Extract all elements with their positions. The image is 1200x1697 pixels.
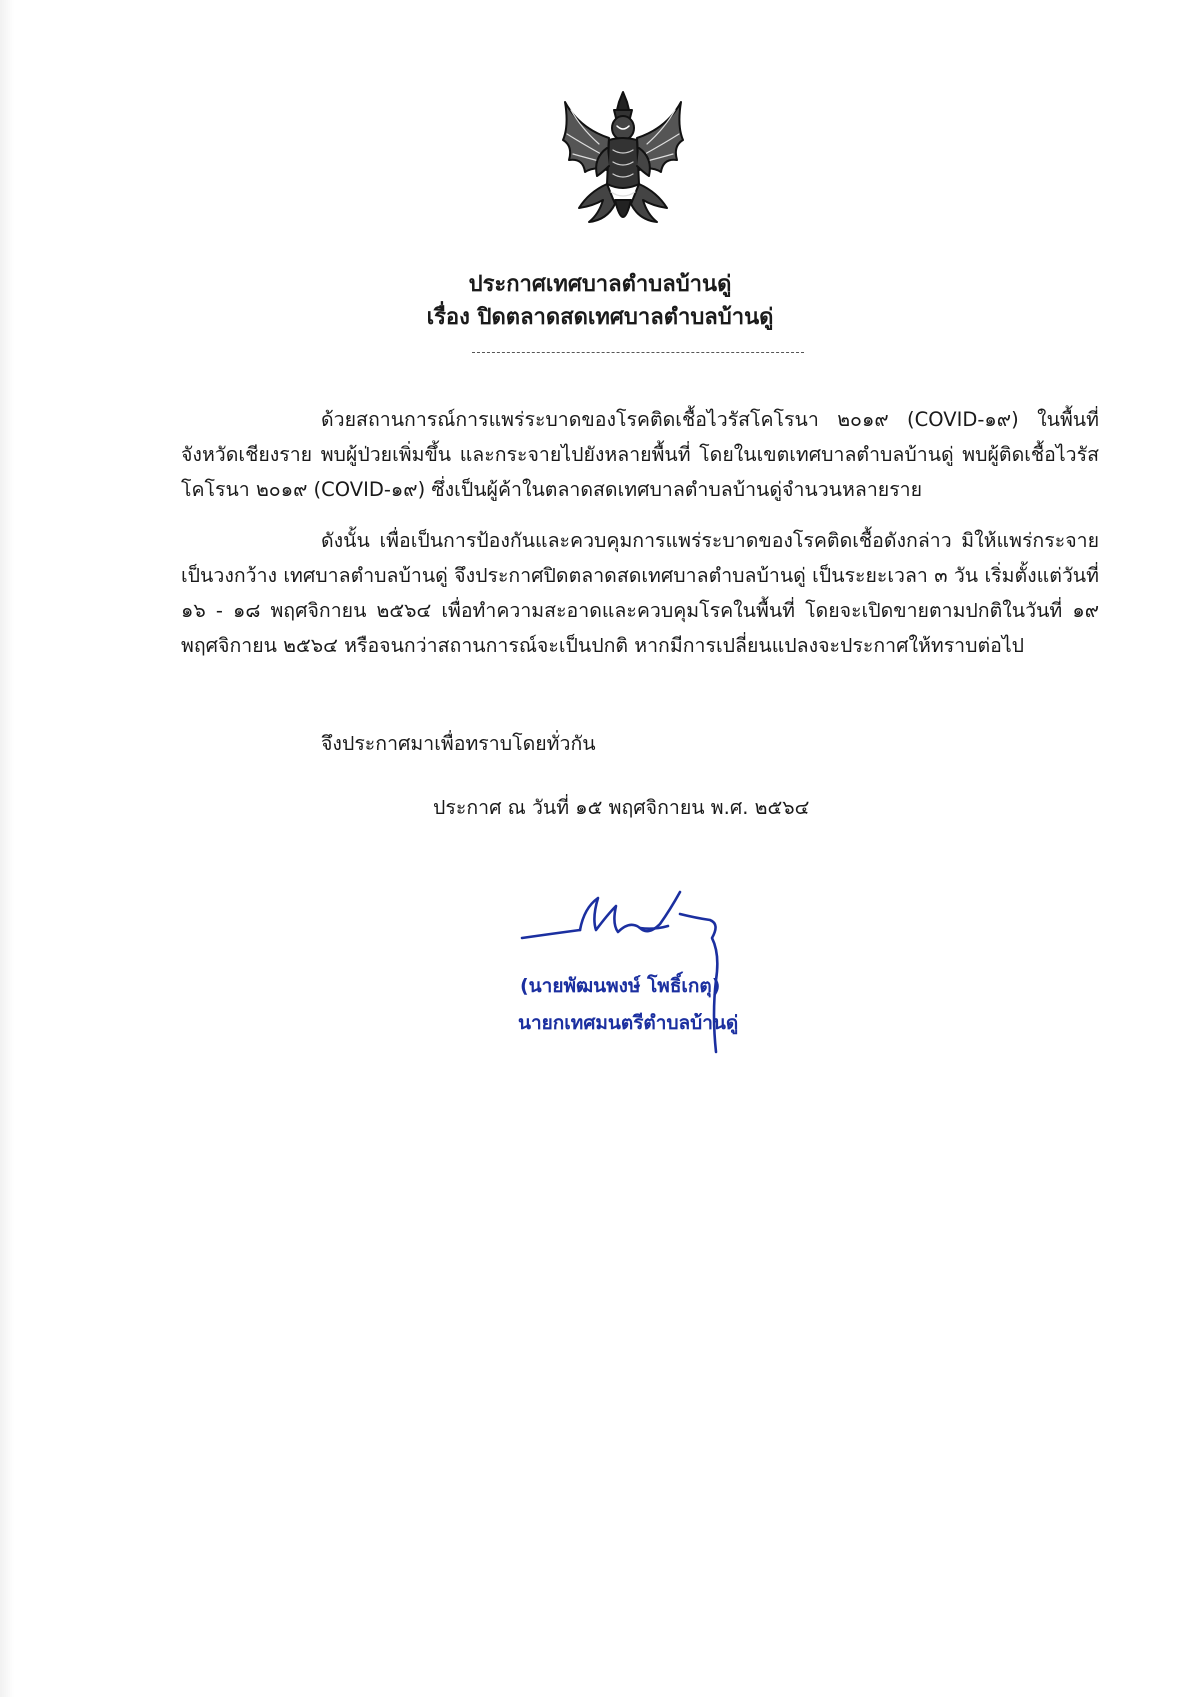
- announcement-subject: เรื่อง ปิดตลาดสดเทศบาลตำบลบ้านดู่: [426, 305, 774, 330]
- signer-name: (นายพัฒนพงษ์ โพธิ์เกตุ): [520, 975, 721, 997]
- garuda-emblem-icon: [559, 88, 687, 236]
- closing-paragraph: [181, 726, 1099, 761]
- body-paragraph: [181, 402, 1099, 507]
- announcement-date: ประกาศ ณ วันที่ ๑๕ พฤศจิกายน พ.ศ. ๒๕๖๔: [433, 796, 810, 819]
- paragraph-text: ดังนั้น เพื่อเป็นการป้องกันและควบคุมการแพร่ระบาดของโรคติดเชื้อดังกล่าว มิให้แพร่กระจายเป็นวงกว้าง เทศบาลตำบลบ้านดู่ จึงประกาศปิดตลาดสดเทศบาลตำบลบ้านดู่ เป็นระยะเวลา ๓ วัน เริ่มตั้งแต่วันที่ ๑๖ - ๑๘ พฤศจิกายน ๒๕๖๔ เพื่อทำความสะอาดและควบคุมโรคในพื้นที่ โดยจะเปิดขายตามปกติในวันที่ ๑๙ พฤศจิกายน ๒๕๖๔ หรือจนกว่าสถานการณ์จะเป็นปกติ หากมีการเปลี่ยนแปลงจะประกาศให้ทราบต่อไป: [181, 529, 1099, 657]
- signer-title: นายกเทศมนตรีตำบลบ้านดู่: [518, 1012, 739, 1034]
- separator-line: [472, 352, 804, 353]
- announcement-title: ประกาศเทศบาลตำบลบ้านดู่: [468, 272, 732, 297]
- body-paragraph: [181, 523, 1099, 663]
- paragraph-text: จึงประกาศมาเพื่อทราบโดยทั่วกัน: [321, 732, 596, 755]
- scan-edge: [0, 0, 14, 1697]
- paragraph-text: ด้วยสถานการณ์การแพร่ระบาดของโรคติดเชื้อไวรัสโคโรนา ๒๐๑๙ (COVID-๑๙) ในพื้นที่จังหวัดเชียงราย พบผู้ป่วยเพิ่มขึ้น และกระจายไปยังหลายพื้นที่ โดยในเขตเทศบาลตำบลบ้านดู่ พบผู้ติดเชื้อไวรัสโคโรนา ๒๐๑๙ (COVID-๑๙) ซึ่งเป็นผู้ค้าในตลาดสดเทศบาลตำบลบ้านดู่จำนวนหลายราย: [181, 408, 1099, 501]
